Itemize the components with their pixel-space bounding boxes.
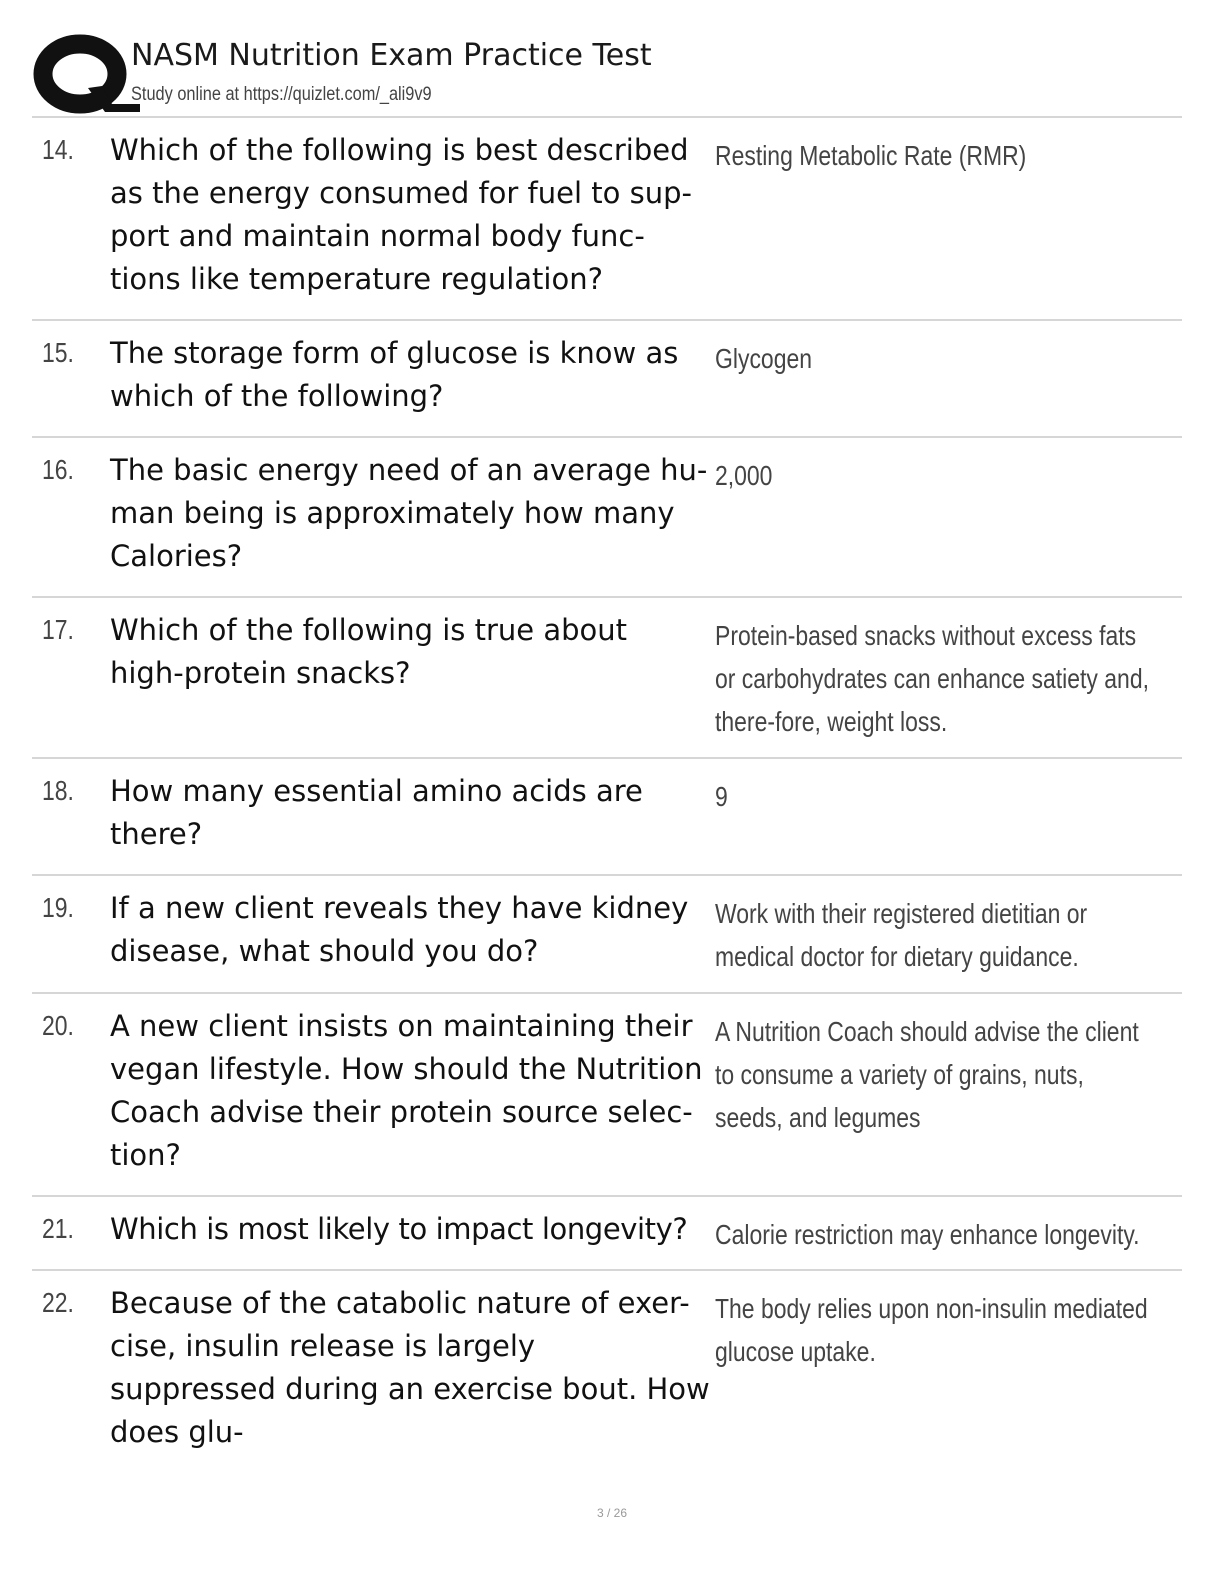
answer-text: Glycogen [715,343,813,374]
question-text: Which of the following is best described as the energy consumed for fuel to sup-port and maintain normal body func-tions like temperature regulation? [110,133,692,296]
question-number: 18. [42,775,74,806]
question-text: A new client insists on maintaining their vegan lifestyle. How should the Nutrition Coach advise their protein source selec-tion? [110,1009,703,1172]
question-text: If a new client reveals they have kidney disease, what should you do? [110,891,689,968]
qa-row-20 [32,994,1182,1197]
qa-row-15 [32,321,1182,438]
page-header [32,30,1182,116]
question-answer-list [32,118,1182,1449]
quizlet-q-logo-icon [32,34,142,114]
answer-text: Protein-based snacks without excess fats or carbohydrates can enhance satiety and, there-fore, weight loss. [715,620,1149,737]
qa-row-21 [32,1197,1182,1271]
question-number: 21. [42,1213,74,1244]
question-text: How many essential amino acids are there? [110,774,643,851]
question-number: 15. [42,337,74,368]
question-text: Which is most likely to impact longevity? [110,1212,688,1246]
qa-row-19 [32,876,1182,994]
answer-text: 9 [715,781,728,812]
question-number: 16. [42,454,74,485]
page-indicator: 3 / 26 [596,1506,628,1520]
question-number: 17. [42,614,74,645]
qa-row-17 [32,598,1182,759]
question-number: 19. [42,892,74,923]
qa-row-22 [32,1271,1182,1449]
qa-row-14 [32,118,1182,321]
study-online-link[interactable]: Study online at https://quizlet.com/_ali9v9 [131,84,432,105]
question-text: The storage form of glucose is know as which of the following? [110,336,679,413]
page-title: NASM Nutrition Exam Practice Test [131,38,652,73]
question-text: Because of the catabolic nature of exer-cise, insulin release is largely suppressed during an exercise bout. How does glu- [110,1286,710,1449]
question-number: 20. [42,1010,74,1041]
answer-text: Resting Metabolic Rate (RMR) [715,140,1027,171]
answer-text: Calorie restriction may enhance longevity. [715,1219,1140,1250]
question-text: The basic energy need of an average hu-man being is approximately how many Calories? [110,453,708,573]
answer-text: Work with their registered dietitian or medical doctor for dietary guidance. [715,898,1088,972]
answer-text: The body relies upon non-insulin mediated glucose uptake. [715,1293,1148,1367]
qa-row-18 [32,759,1182,876]
question-text: Which of the following is true about high-protein snacks? [110,613,628,690]
question-number: 14. [42,134,74,165]
question-number: 22. [42,1287,74,1318]
qa-row-16 [32,438,1182,598]
answer-text: 2,000 [715,460,773,491]
answer-text: A Nutrition Coach should advise the client to consume a variety of grains, nuts, seeds, and legumes [715,1016,1139,1133]
